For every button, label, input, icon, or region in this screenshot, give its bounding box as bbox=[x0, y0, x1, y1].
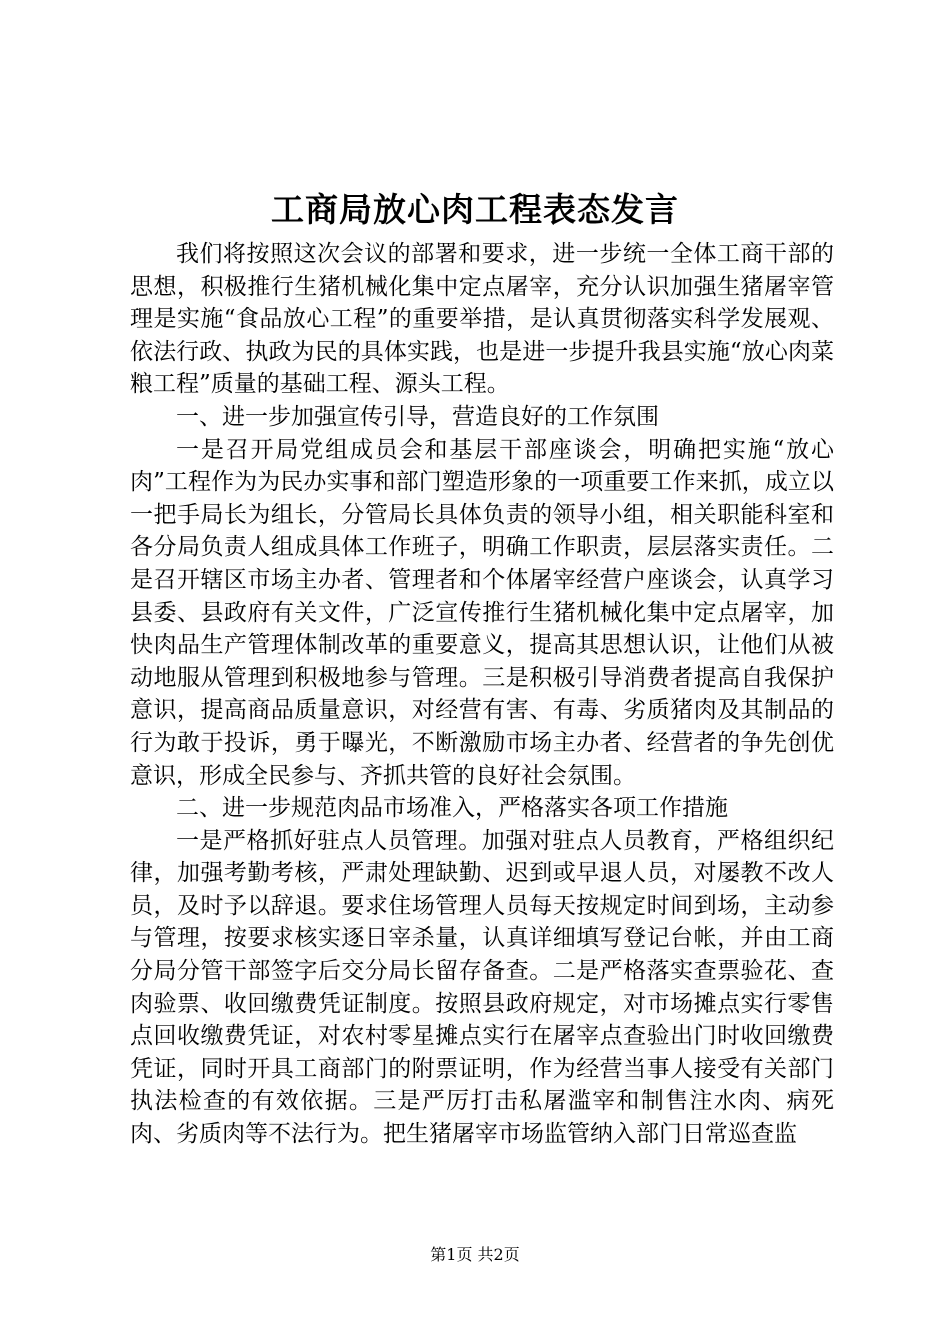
page-number-footer: 第1页 共2页 bbox=[430, 1245, 520, 1264]
section-1-paragraph: 一是召开局党组成员会和基层干部座谈会，明确把实施“放心肉”工程作为为民办实事和部门塑造形象的一项重要工作来抓，成立以一把手局长为组长，分管局长具体负责的领导小组，相关职能科室和各分局负责人组成具体工作班子，明确工作职责，层层落实责任。二是召开辖区市场主办者、管理者和个体屠宰经营户座谈会，认真学习县委、县政府有关文件，广泛宣传推行生猪机械化集中定点屠宰，加快肉品生产管理体制改革的重要意义，提高其思想认识，让他们从被动地服从管理到积极地参与管理。三是积极引导消费者提高自我保护意识，提高商品质量意识，对经营有害、有毒、劣质猪肉及其制品的行为敢于投诉，勇于曝光，不断激励市场主办者、经营者的争先创优意识，形成全民参与、齐抓共管的良好社会氛围。 bbox=[130, 436, 834, 789]
intro-paragraph: 我们将按照这次会议的部署和要求，进一步统一全体工商干部的思想，积极推行生猪机械化集中定点屠宰，充分认识加强生猪屠宰管理是实施“食品放心工程”的重要举措，是认真贯彻落实科学发展观、依法行政、执政为民的具体实践，也是进一步提升我县实施“放心肉菜粮工程”质量的基础工程、源头工程。 bbox=[130, 241, 834, 398]
document-body bbox=[130, 238, 834, 1151]
document-title: 工商局放心肉工程表态发言 bbox=[271, 190, 679, 229]
section-2-paragraph: 一是严格抓好驻点人员管理。加强对驻点人员教育，严格组织纪律，加强考勤考核，严肃处理缺勤、迟到或早退人员，对屡教不改人员，及时予以辞退。要求住场管理人员每天按规定时间到场，主动参与管理，按要求核实逐日宰杀量，认真详细填写登记台帐，并由工商分局分管干部签字后交分局长留存备查。二是严格落实查票验花、查肉验票、收回缴费凭证制度。按照县政府规定，对市场摊点实行零售点回收缴费凭证，对农村零星摊点实行在屠宰点查验出门时收回缴费凭证，同时开具工商部门的附票证明，作为经营当事人接受有关部门执法检查的有效依据。三是严厉打击私屠滥宰和制售注水肉、病死肉、劣质肉等不法行为。把生猪屠宰市场监管纳入部门日常巡查监 bbox=[130, 827, 834, 1148]
section-heading-1: 一、进一步加强宣传引导，营造良好的工作氛围 bbox=[176, 403, 659, 430]
section-heading-2: 二、进一步规范肉品市场准入，严格落实各项工作措施 bbox=[176, 795, 728, 822]
